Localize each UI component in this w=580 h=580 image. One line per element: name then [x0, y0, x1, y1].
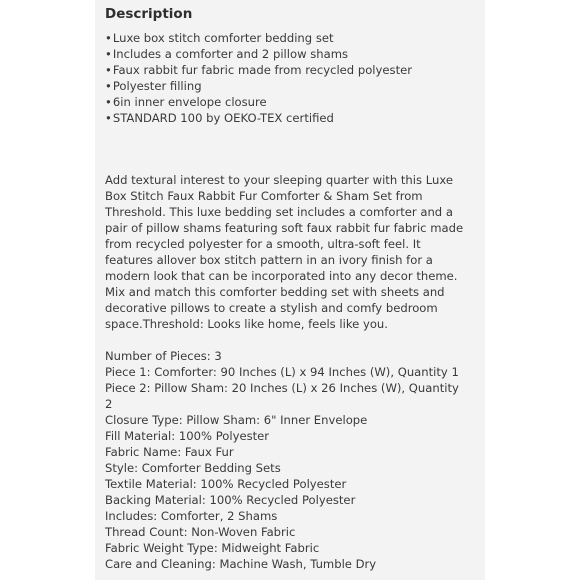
feature-bullet: •Polyester filling: [105, 79, 202, 93]
description-paragraph: Add textural interest to your sleeping quarter with this Luxe Box Stitch Faux Rabbit Fur Comforter & Sham Set from Threshold. This luxe bedding set includes a comforter and a pair of pillow shams featuring soft faux rabbit fur fabric made from recycled polyester for a smooth, ultra-soft feel. It features allover box stitch pattern in an ivory finish for a modern look that can be incorporated into any decor theme. Mix and match this comforter bedding set with sheets and decorative pillows to create a stylish and comfy bedroom space.Threshold: Looks like home, feels like you.: [105, 173, 464, 331]
feature-bullet: •Luxe box stitch comforter bedding set: [105, 31, 334, 45]
description-heading: Description: [105, 6, 193, 22]
bullet-dot-icon: •: [105, 47, 112, 61]
description-panel: [95, 0, 485, 580]
feature-bullet-list: [105, 30, 483, 126]
product-specifications: Number of Pieces: 3 Piece 1: Comforter: 90 Inches (L) x 94 Inches (W), Quantity 1 Piece 2: Pillow Sham: 20 Inches (L) x 26 Inches (W), Quantity 2 Closure Type: Pillow Sham: 6" Inner Envelope Fill Material: 100% Polyester Fabric Name: Faux Fur Style: Comforter Bedding Sets Textile Material: 100% Recycled Polyester Backing Material: 100% Recycled Polyester Includes: Comforter, 2 Shams Thread Count: Non-Woven Fabric Fabric Weight Type: Midweight Fabric Care and Cleaning: Machine Wash, Tumble Dry: [105, 349, 459, 571]
bullet-dot-icon: •: [105, 31, 112, 45]
bullet-dot-icon: •: [105, 111, 112, 125]
bullet-dot-icon: •: [105, 79, 112, 93]
feature-bullet: •Faux rabbit fur fabric made from recycled polyester: [105, 63, 413, 77]
description-content: [105, 6, 483, 572]
feature-bullet: •Includes a comforter and 2 pillow shams: [105, 47, 349, 61]
bullet-dot-icon: •: [105, 63, 112, 77]
feature-bullet: •6in inner envelope closure: [105, 95, 267, 109]
bullet-dot-icon: •: [105, 95, 112, 109]
feature-bullet: •STANDARD 100 by OEKO-TEX certified: [105, 111, 334, 125]
